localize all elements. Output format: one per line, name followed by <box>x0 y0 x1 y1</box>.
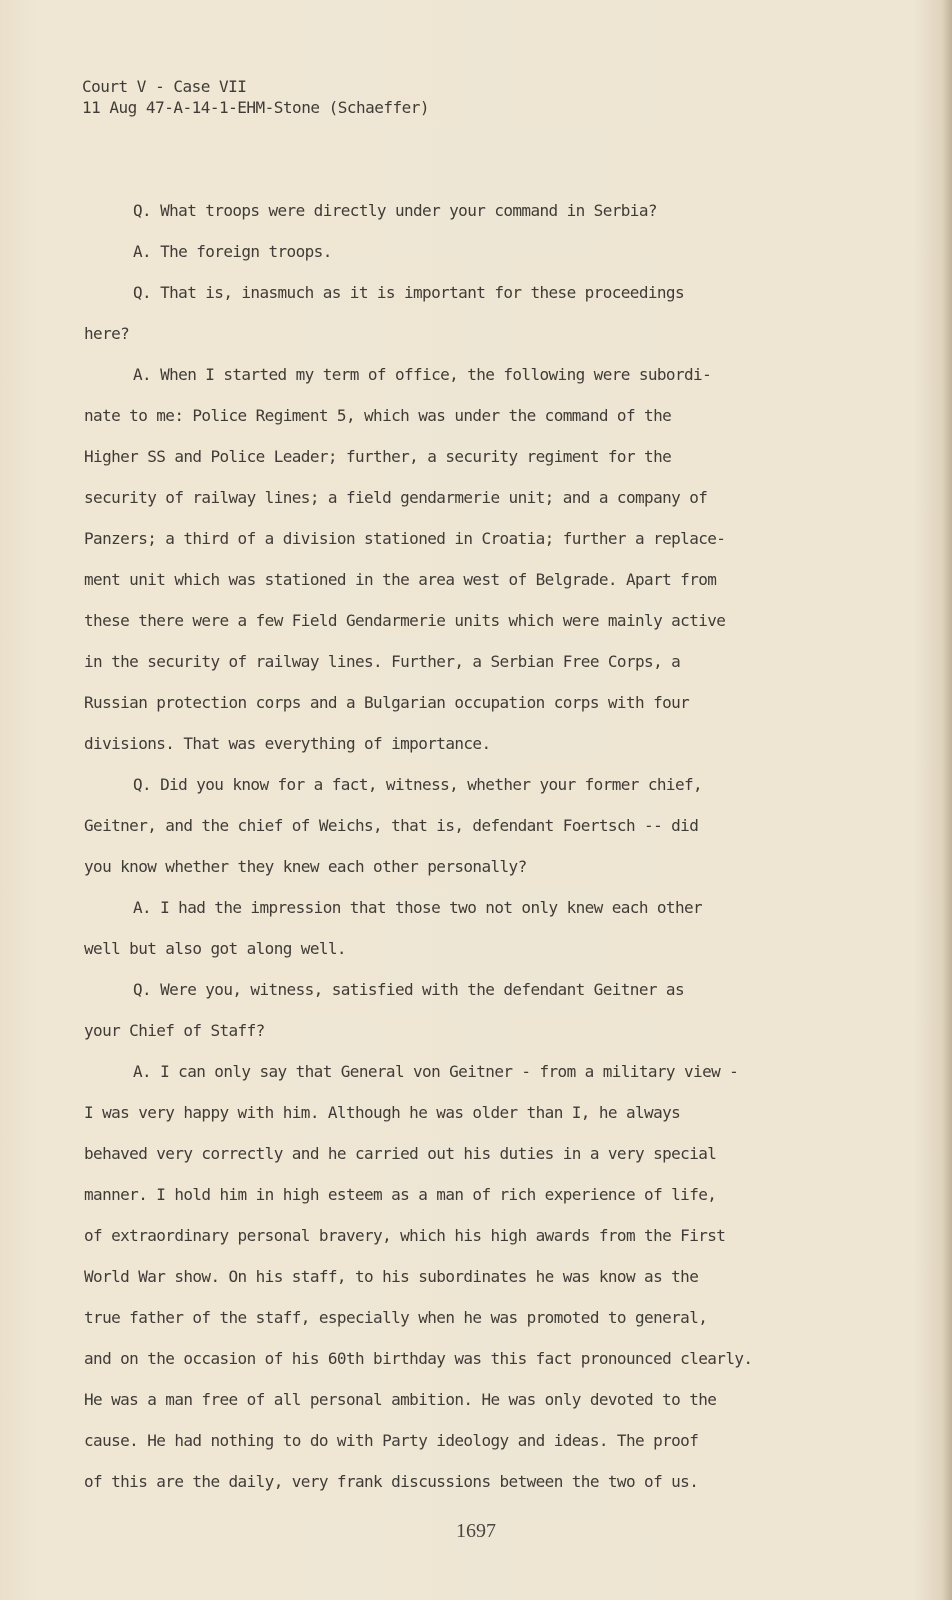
transcript-line: security of railway lines; a field gendarmerie unit; and a company of <box>84 488 708 507</box>
transcript-line: Q. That is, inasmuch as it is important for these proceedings <box>133 283 685 302</box>
transcript-line: A. I can only say that General von Geitner - from a military view - <box>133 1062 739 1081</box>
document-header <box>82 76 429 118</box>
transcript-line: here? <box>84 324 130 343</box>
header-court-case: Court V - Case VII <box>82 77 247 96</box>
transcript-line: of this are the daily, very frank discussions between the two of us. <box>84 1472 699 1491</box>
header-reference: 11 Aug 47-A-14-1-EHM-Stone (Schaeffer) <box>82 98 430 117</box>
transcript-line: Q. Were you, witness, satisfied with the defendant Geitner as <box>133 980 685 999</box>
transcript-line: your Chief of Staff? <box>84 1021 265 1040</box>
transcript-line: and on the occasion of his 60th birthday was this fact pronounced clearly. <box>84 1349 753 1368</box>
transcript-line: Q. Did you know for a fact, witness, whether your former chief, <box>133 775 703 794</box>
transcript-line: World War show. On his staff, to his subordinates he was know as the <box>84 1267 699 1286</box>
transcript-line: Q. What troops were directly under your command in Serbia? <box>133 201 657 220</box>
transcript-line: I was very happy with him. Although he was older than I, he always <box>84 1103 681 1122</box>
transcript-line: He was a man free of all personal ambition. He was only devoted to the <box>84 1390 717 1409</box>
transcript-line: in the security of railway lines. Further, a Serbian Free Corps, a <box>84 652 681 671</box>
transcript-line: you know whether they knew each other personally? <box>84 857 527 876</box>
transcript-line: nate to me: Police Regiment 5, which was under the command of the <box>84 406 672 425</box>
transcript-line: Russian protection corps and a Bulgarian occupation corps with four <box>84 693 690 712</box>
transcript-line: A. The foreign troops. <box>133 242 332 261</box>
transcript-line: behaved very correctly and he carried out his duties in a very special <box>84 1144 717 1163</box>
transcript-line: Panzers; a third of a division stationed in Croatia; further a replace- <box>84 529 726 548</box>
transcript-line: manner. I hold him in high esteem as a man of rich experience of life, <box>84 1185 717 1204</box>
page-number: 1697 <box>456 1520 496 1542</box>
transcript-line: Higher SS and Police Leader; further, a security regiment for the <box>84 447 672 466</box>
transcript-body <box>84 190 844 1502</box>
transcript-line: A. I had the impression that those two not only knew each other <box>133 898 703 917</box>
transcript-line: true father of the staff, especially when he was promoted to general, <box>84 1308 708 1327</box>
transcript-line: ment unit which was stationed in the area west of Belgrade. Apart from <box>84 570 717 589</box>
page-edge-shadow <box>942 0 952 1600</box>
transcript-line: A. When I started my term of office, the following were subordi- <box>133 365 712 384</box>
transcript-line: of extraordinary personal bravery, which his high awards from the First <box>84 1226 726 1245</box>
transcript-line: these there were a few Field Gendarmerie units which were mainly active <box>84 611 726 630</box>
transcript-line: divisions. That was everything of importance. <box>84 734 491 753</box>
transcript-line: well but also got along well. <box>84 939 346 958</box>
transcript-line: cause. He had nothing to do with Party ideology and ideas. The proof <box>84 1431 699 1450</box>
transcript-line: Geitner, and the chief of Weichs, that is, defendant Foertsch -- did <box>84 816 699 835</box>
